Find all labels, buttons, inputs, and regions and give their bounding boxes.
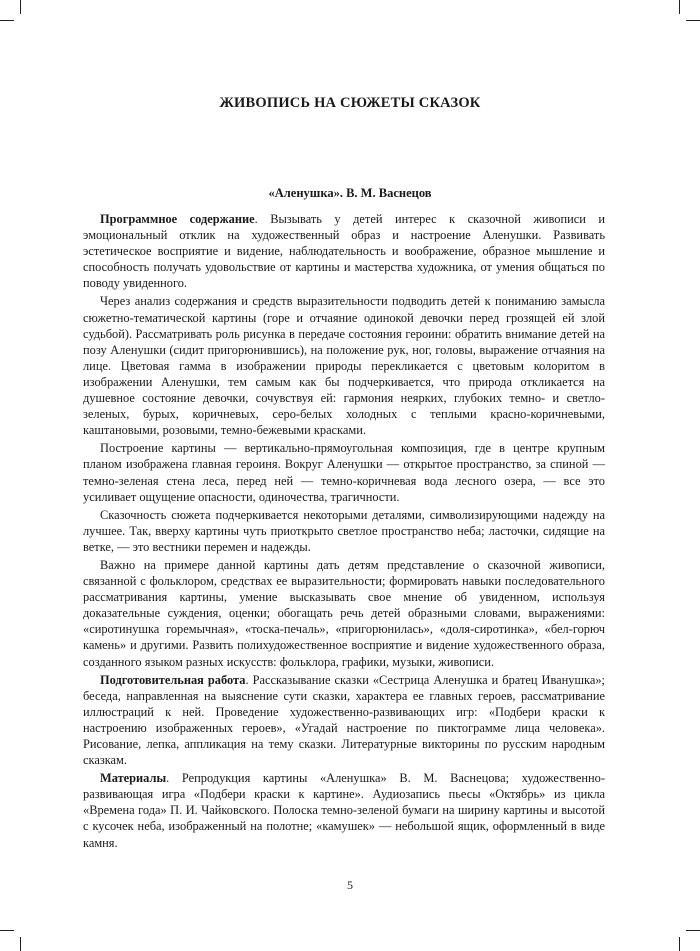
crop-mark [686, 20, 700, 21]
paragraph-goals [83, 557, 605, 670]
crop-mark [679, 0, 680, 14]
section-subtitle: «Аленушка». В. М. Васнецов [268, 186, 432, 200]
crop-mark [686, 930, 700, 931]
crop-mark [20, 937, 21, 951]
paragraph-text: . Вызывать у детей интерес к сказочной живописи и эмоциональный отклик на художественный образ и настроение Аленушки. Развивать эстетическое восприятие и видение, наблюдательность и воображение, образное мышление и способность получать удовольствие от картины и мастерства художника, от умения общаться по поводу увиденного. [83, 212, 606, 291]
paragraph-text: Важно на примере данной картины дать детям представление о сказочной живописи, связанной с фольклором, средствах ее выразительности; формировать навыки последовательного рассматривания картины, умение высказывать свое мнение об увиденном, используя доказательные суждения, оценки; обогащать речь детей образными словами, выражениями: «сиротинушка горемычная», «тоска-печаль», «пригорюнилась», «доля-сиротинка», «бел-горюч камень» и другими. Развить полихудожественное восприятие и видение художественного образа, созданного языком разных искусств: фольклора, графики, музыки, живописи. [83, 557, 605, 669]
paragraph-preparatory-work [83, 672, 605, 769]
page-number: 5 [347, 878, 353, 892]
paragraph-lead: Подготовительная работа [100, 672, 246, 687]
crop-mark [0, 930, 14, 931]
paragraph-program-content [83, 211, 605, 291]
paragraph-analysis [83, 293, 605, 438]
crop-mark [679, 937, 680, 951]
paragraph-text: Сказочность сюжета подчеркивается некоторыми деталями, символизирующими надежду на лучшее. Так, вверху картины чуть приоткрыто светлое пространство неба; ласточки, сидящие на ветке, — это вестники перемен и надежды. [83, 507, 605, 554]
body-text [83, 211, 605, 853]
paragraph-composition [83, 440, 605, 504]
crop-mark [20, 0, 21, 14]
paragraph-text: Построение картины — вертикально-прямоугольная композиция, где в центре крупным планом изображена главная героиня. Вокруг Аленушки — открытое пространство, за спиной — темно-зеленая стена леса, перед ней — темно-коричневая вода лесного озера, — все это усиливает ощущение опасности, одиночества, трагичности. [83, 441, 605, 504]
paragraph-text: . Рассказывание сказки «Сестрица Аленушка и братец Иванушка»; беседа, направленная на выяснение сути сказки, характера ее главных героев, рассматривание иллюстраций к ней. Проведение художественно-развивающих игр: «Подбери краски к настроению изображенных героев», «Угадай настроение по пиктограмме лица человека». Рисование, лепка, аппликация на тему сказки. Литературные викторины по русским народным сказкам. [83, 672, 605, 768]
paragraph-text: . Репродукция картины «Аленушка» В. М. Васнецова; художественно-развивающая игра «Подбери краски к картине». Аудиозапись пьесы «Октябрь» из цикла «Времена года» П. И. Чайковского. Полоска темно-зеленой бумаги на ширину картины и высотой с кусочек неба, изображенный на полотне; «камушек» — небольшой ящик, оформленный в виде камня. [83, 771, 605, 850]
paragraph-lead: Материалы [100, 771, 167, 786]
paragraph-fairy-tale-details [83, 507, 605, 555]
crop-mark [0, 20, 14, 21]
page-title: ЖИВОПИСЬ НА СЮЖЕТЫ СКАЗОК [219, 95, 481, 111]
paragraph-text: Через анализ содержания и средств выразительности подводить детей к пониманию замысла сюжетно-тематической картины (горе и отчаяние одинокой девочки перед грозящей ей злой судьбой). Рассматривать роль рисунка в передаче состояния героини: обратить внимание детей на позу Аленушки (сидит пригорюнившись), на положение рук, ног, головы, выражение отчаяния на лице. Цветовая гамма в изображении природы перекликается с цветовым колоритом в изображении Аленушки, тем самым как бы подчеркивается, что природа откликается на душевное состояние девочки, сочувствуя ей: гармония неярких, глубоких темно- и светло-зеленых, бурых, коричневых, серо-белых холодных с теплыми красно-коричневыми, каштановыми, розовыми, темно-бежевыми красками. [83, 294, 605, 438]
paragraph-materials [83, 770, 605, 850]
paragraph-lead: Программное содержание [100, 212, 255, 226]
